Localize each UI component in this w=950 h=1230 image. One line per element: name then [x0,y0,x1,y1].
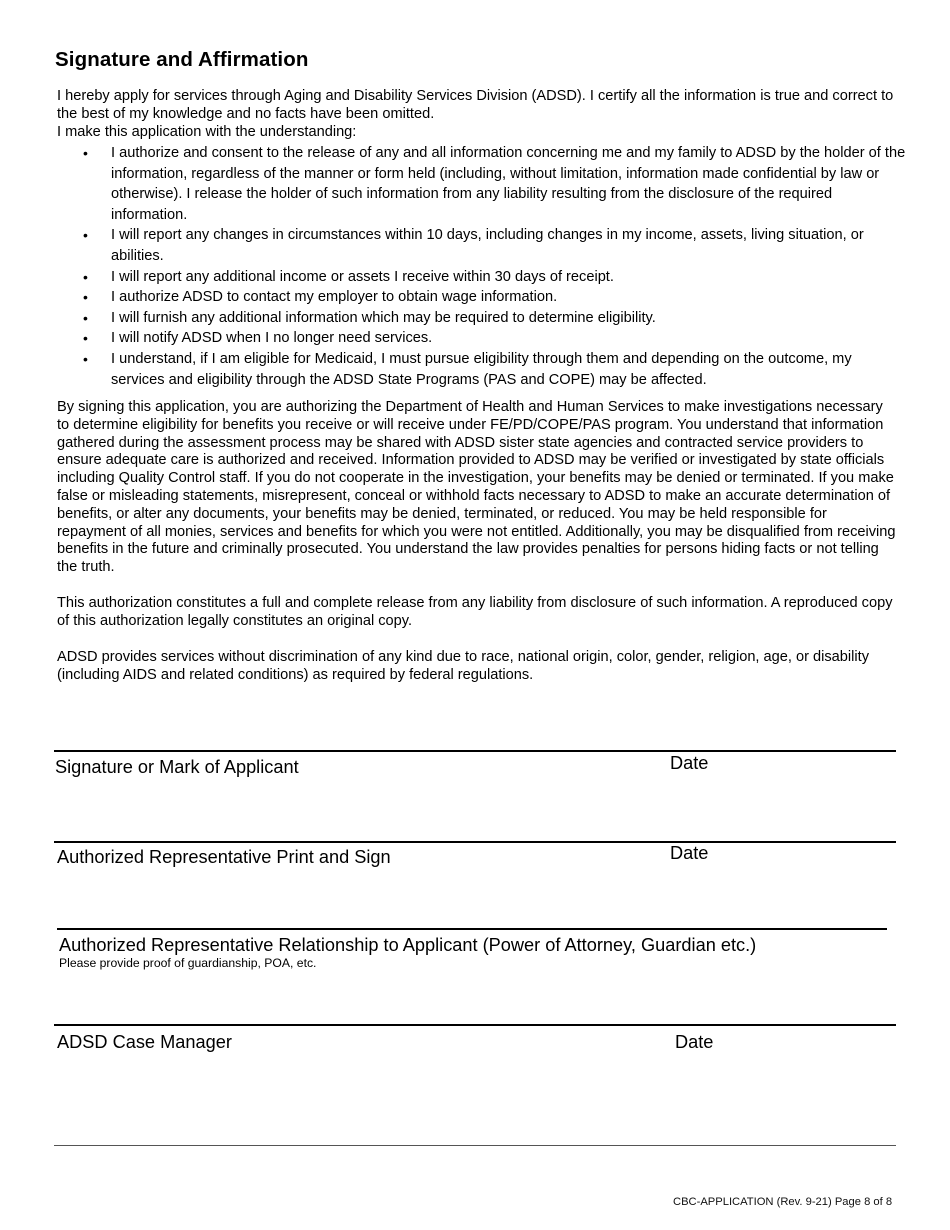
list-item: • I will report any changes in circumstances within 10 days, including changes in my income, assets, living situation, or abilities. [83,227,864,264]
case-manager-label: ADSD Case Manager [57,1032,232,1052]
bullet-icon: • [83,289,88,306]
footer-divider [54,1145,896,1146]
authorization-paragraph: By signing this application, you are authorizing the Department of Health and Human Services to make investigations necessary to determine eligibility for benefits you receive or will receive under FE/PD/COPE/PAS program. You understand that information gathered during the assessment process may be shared with ADSD sister state agencies and contracted service providers to ensure adequate care is authorized and received. Information provided to ADSD may be verified or investigated by state officials including Quality Control staff. If you do not cooperate in the investigation, your benefits may be denied or terminated. If you make false or misleading statements, misrepresent, conceal or withhold facts necessary to ADSD to make an accurate determination of benefits, or alter any documents, your benefits may be denied, terminated, or reduced. You may be held responsible for repayment of all monies, services and benefits for which you were not entitled. Additionally, you may be disqualified from receiving benefits in the future and criminally prosecuted. You understand the law provides penalties for persons hiding facts or not telling the truth. [57,399,896,576]
bullet-icon: • [83,350,88,367]
bullet-icon: • [83,309,88,326]
representative-proof-note: Please provide proof of guardianship, POA, etc. [59,956,317,970]
applicant-signature-line[interactable] [54,750,896,752]
release-paragraph: This authorization constitutes a full and complete release from any liability from disclosure of such information. A reproduced copy of this authorization legally constitutes an original copy. [57,595,893,629]
intro-understanding: I make this application with the understanding: [57,123,357,140]
case-manager-date-label: Date [675,1032,714,1052]
list-item: • I will report any additional income or assets I receive within 30 days of receipt. [57,267,907,288]
representative-date-label: Date [670,843,709,863]
list-item: • I authorize and consent to the release of any and all information concerning me and my family to ADSD by the holder of the information, regardless of the manner or form held (including, without limitation, information made confidential by law or otherwise). I release the holder of such information from any liability resulting from the disclosure of the required information. [83,145,906,223]
list-item: • I authorize ADSD to contact my employer to obtain wage information. [57,287,907,308]
applicant-date-label: Date [670,753,709,773]
intro-certification: I hereby apply for services through Aging and Disability Services Division (ADSD). I certify all the information is true and correct to the best of my knowledge and no facts have been omitted. [57,88,894,122]
bullet-icon: • [83,227,88,244]
intro-section [57,88,902,141]
list-item: • I will furnish any additional information which may be required to determine eligibility. [57,308,907,329]
bullet-icon: • [83,330,88,347]
representative-relationship-line[interactable] [57,928,887,930]
list-item: • I understand, if I am eligible for Medicaid, I must pursue eligibility through them and depending on the outcome, my services and eligibility through the ADSD State Programs (PAS and COPE) may be affected. [83,350,852,388]
list-item: • I will notify ADSD when I no longer need services. [57,328,907,349]
page-title: Signature and Affirmation [55,48,309,71]
page-footer: CBC-APPLICATION (Rev. 9-21) Page 8 of 8 [673,1196,893,1208]
applicant-signature-label: Signature or Mark of Applicant [55,757,299,777]
bullet-icon: • [83,268,88,285]
representative-signature-line[interactable] [54,841,896,843]
nondiscrimination-paragraph: ADSD provides services without discrimination of any kind due to race, national origin, color, gender, religion, age, or disability (including AIDS and related conditions) as required by federal regulations. [57,649,869,683]
representative-relationship-label: Authorized Representative Relationship to Applicant (Power of Attorney, Guardian etc.) [59,935,757,955]
case-manager-signature-line[interactable] [54,1024,896,1026]
representative-signature-label: Authorized Representative Print and Sign [57,847,391,867]
bullet-icon: • [83,145,88,161]
understanding-list [57,143,907,390]
